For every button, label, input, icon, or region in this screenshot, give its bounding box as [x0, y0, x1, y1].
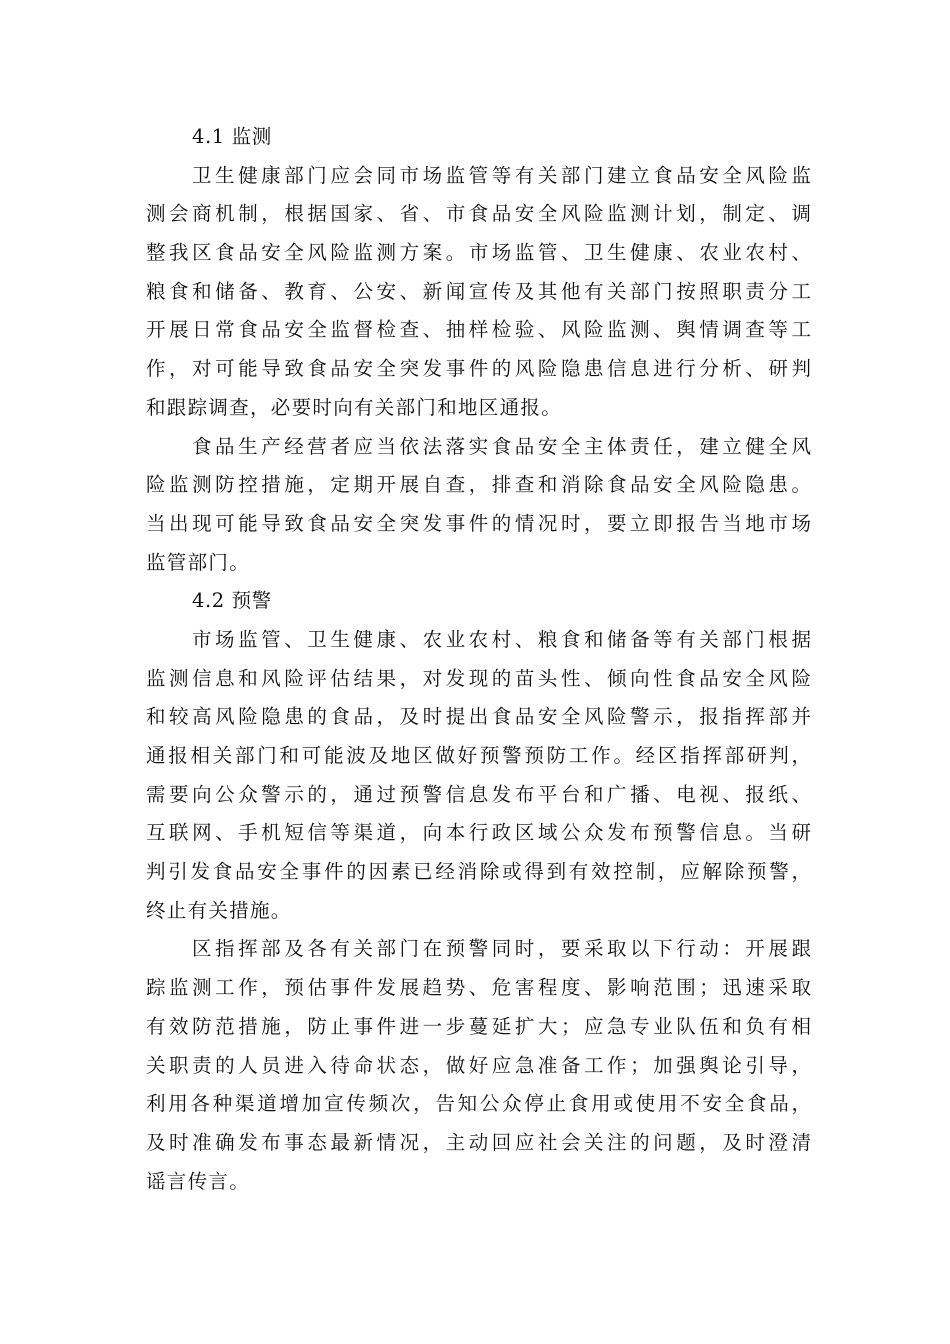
paragraph-line: 需要向公众警示的，通过预警信息发布平台和广播、电视、报纸、: [146, 782, 811, 806]
document-page: [146, 118, 811, 1201]
paragraph-line: 和跟踪调查，必要时向有关部门和地区通报。: [146, 395, 563, 419]
paragraph-line: 互联网、手机短信等渠道，向本行政区域公众发布预警信息。当研: [146, 821, 811, 845]
paragraph-line: 判引发食品安全事件的因素已经消除或得到有效控制，应解除预警，: [146, 860, 811, 884]
paragraph-line: 利用各种渠道增加宣传频次，告知公众停止食用或使用不安全食品，: [146, 1092, 811, 1116]
paragraph-line: 测会商机制，根据国家、省、市食品安全风险监测计划，制定、调: [146, 202, 811, 226]
paragraph-line: 粮食和储备、教育、公安、新闻宣传及其他有关部门按照职责分工: [146, 279, 811, 303]
section-heading-4-2: 4.2 预警: [192, 589, 272, 613]
paragraph-line: 监管部门。: [146, 550, 251, 574]
paragraph-line: 监测信息和风险评估结果，对发现的苗头性、倾向性食品安全风险: [146, 666, 811, 690]
paragraph-line: 卫生健康部门应会同市场监管等有关部门建立食品安全风险监: [192, 163, 811, 187]
paragraph-line: 食品生产经营者应当依法落实食品安全主体责任，建立健全风: [192, 434, 811, 458]
paragraph-warning-actions: [146, 930, 811, 1201]
paragraph-line: 及时准确发布事态最新情况，主动回应社会关注的问题，及时澄清: [146, 1130, 811, 1154]
paragraph-line: 市场监管、卫生健康、农业农村、粮食和储备等有关部门根据: [192, 627, 811, 651]
section-heading-4-1: 4.1 监测: [192, 125, 272, 148]
paragraph-warning-issuance: [146, 621, 811, 931]
paragraph-line: 和较高风险隐患的食品，及时提出食品安全风险警示，报指挥部并: [146, 705, 811, 729]
paragraph-line: 关职责的人员进入待命状态，做好应急准备工作；加强舆论引导，: [146, 1053, 811, 1077]
paragraph-monitoring-mechanism: [146, 157, 811, 428]
paragraph-line: 当出现可能导致食品安全突发事件的情况时，要立即报告当地市场: [146, 511, 811, 535]
paragraph-line: 谣言传言。: [146, 1169, 251, 1193]
paragraph-line: 险监测防控措施，定期开展自查，排查和消除食品安全风险隐患。: [146, 473, 811, 497]
paragraph-line: 区指挥部及各有关部门在预警同时，要采取以下行动：开展跟: [192, 937, 811, 961]
paragraph-line: 终止有关措施。: [146, 898, 292, 922]
paragraph-producer-responsibility: [146, 428, 811, 583]
paragraph-line: 踪监测工作，预估事件发展趋势、危害程度、影响范围；迅速采取: [146, 976, 811, 1000]
paragraph-line: 有效防范措施，防止事件进一步蔓延扩大；应急专业队伍和负有相: [146, 1014, 811, 1038]
paragraph-line: 通报相关部门和可能波及地区做好预警预防工作。经区指挥部研判，: [146, 744, 811, 767]
paragraph-line: 整我区食品安全风险监测方案。市场监管、卫生健康、农业农村、: [146, 241, 811, 265]
paragraph-line: 开展日常食品安全监督检查、抽样检验、风险监测、舆情调查等工: [146, 318, 811, 342]
paragraph-line: 作，对可能导致食品安全突发事件的风险隐患信息进行分析、研判: [146, 357, 811, 381]
